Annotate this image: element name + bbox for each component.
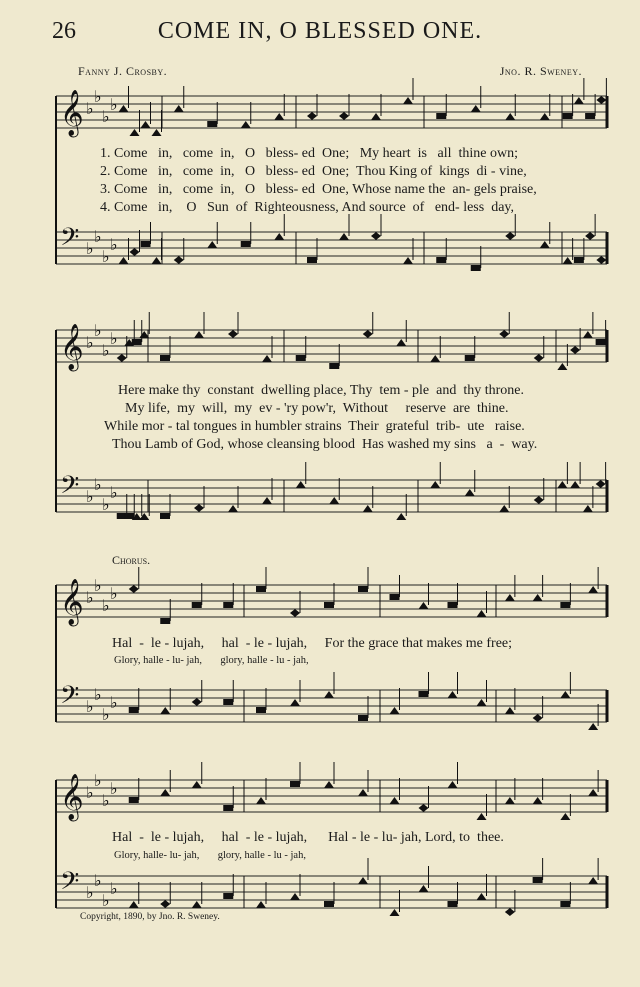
note-head: [596, 96, 606, 104]
flat-sign: ♭: [102, 109, 110, 126]
note-head: [436, 113, 446, 119]
treble-clef: 𝄞: [60, 90, 84, 136]
flat-sign: ♭: [94, 323, 102, 340]
flat-sign: ♭: [110, 237, 118, 254]
flat-sign: ♭: [110, 881, 118, 898]
note-head: [583, 331, 593, 338]
note-head: [192, 698, 202, 706]
flat-sign: ♭: [110, 331, 118, 348]
note-head: [160, 900, 170, 908]
note-head: [396, 339, 406, 346]
note-head: [499, 505, 509, 512]
note-head: [174, 105, 184, 112]
note-head: [119, 105, 129, 112]
note-head: [574, 97, 584, 104]
note-head: [256, 797, 266, 804]
note-head: [358, 789, 368, 796]
note-head: [477, 813, 487, 820]
note-head: [324, 781, 334, 788]
note-head: [390, 594, 400, 600]
note-head: [358, 877, 368, 884]
verse-3-line-a: 3. Come in, come in, O bless- ed One, Whose name the an- gels praise,: [100, 182, 537, 197]
note-head: [533, 877, 543, 883]
flat-sign: ♭: [94, 229, 102, 246]
note-head: [329, 497, 339, 504]
flat-sign: ♭: [102, 249, 110, 266]
flat-sign: ♭: [94, 687, 102, 704]
note-head: [499, 330, 509, 338]
bass-clef: 𝄢: [60, 867, 80, 902]
note-head: [256, 901, 266, 908]
note-head: [448, 781, 458, 788]
flat-sign: ♭: [86, 885, 94, 902]
note-head: [241, 121, 251, 128]
note-head: [139, 513, 149, 520]
note-head: [129, 797, 139, 803]
verse-4-line-b: Thou Lamb of God, whose cleansing blood Has washed my sins a - way.: [112, 437, 538, 452]
note-head: [207, 121, 217, 127]
note-head: [160, 789, 170, 796]
note-head: [290, 893, 300, 900]
note-head: [290, 781, 300, 787]
note-head: [534, 354, 544, 362]
copyright-notice: Copyright, 1890, by Jno. R. Sweney.: [80, 912, 220, 922]
note-head: [477, 699, 487, 706]
note-head: [505, 797, 515, 804]
note-head: [324, 901, 334, 907]
flat-sign: ♭: [94, 773, 102, 790]
note-head: [228, 505, 238, 512]
verse-2-line-b: My life, my will, my ev - 'ry pow'r, Without reserve are thine.: [118, 401, 509, 416]
note-head: [585, 232, 595, 240]
note-head: [223, 602, 233, 608]
note-head: [141, 241, 151, 247]
note-head: [588, 586, 598, 593]
note-head: [324, 691, 334, 698]
flat-sign: ♭: [86, 335, 94, 352]
flat-sign: ♭: [102, 598, 110, 615]
note-head: [570, 346, 580, 354]
note-head: [290, 609, 300, 617]
note-head: [471, 265, 481, 271]
note-head: [124, 513, 134, 519]
flat-sign: ♭: [94, 873, 102, 890]
flat-sign: ♭: [110, 586, 118, 603]
note-head: [223, 805, 233, 811]
note-head: [436, 257, 446, 263]
flat-sign: ♭: [86, 241, 94, 258]
note-head: [419, 804, 429, 812]
note-head: [588, 789, 598, 796]
note-head: [448, 691, 458, 698]
note-head: [339, 112, 349, 120]
note-head: [207, 241, 217, 248]
flat-sign: ♭: [102, 343, 110, 360]
note-head: [119, 257, 129, 264]
note-head: [505, 232, 515, 240]
note-head: [560, 691, 570, 698]
note-head: [448, 901, 458, 907]
note-head: [430, 481, 440, 488]
note-head: [363, 330, 373, 338]
composer-credit: Jno. R. Sweney.: [499, 64, 582, 78]
bass-clef: 𝄢: [60, 681, 80, 716]
note-head: [505, 908, 515, 916]
hymn-title: COME IN, O BLESSED ONE.: [157, 18, 483, 44]
note-head: [262, 355, 272, 362]
note-head: [324, 602, 334, 608]
flat-sign: ♭: [102, 893, 110, 910]
flat-sign: ♭: [110, 695, 118, 712]
note-head: [274, 113, 284, 120]
note-head: [465, 489, 475, 496]
chorus-2-sub-lyric: Glory, halle- lu- jah, glory, halle - lu - jah,: [114, 850, 306, 861]
note-head: [390, 707, 400, 714]
note-head: [307, 257, 317, 263]
chorus-1-sub-lyric: Glory, halle - lu- jah, glory, halle - lu - jah,: [114, 655, 309, 666]
flat-sign: ♭: [86, 590, 94, 607]
note-head: [419, 602, 429, 609]
note-head: [557, 481, 567, 488]
note-head: [194, 331, 204, 338]
flat-sign: ♭: [94, 578, 102, 595]
note-head: [471, 105, 481, 112]
note-head: [160, 618, 170, 624]
note-head: [194, 504, 204, 512]
note-head: [448, 602, 458, 608]
flat-sign: ♭: [102, 707, 110, 724]
note-head: [274, 233, 284, 240]
note-head: [192, 901, 202, 908]
note-head: [129, 585, 139, 593]
verse-2-line-a: 2. Come in, come in, O bless- ed One; Thou King of kings di - vine,: [100, 164, 527, 179]
note-head: [596, 480, 606, 488]
note-head: [560, 901, 570, 907]
note-head: [419, 885, 429, 892]
flat-sign: ♭: [86, 101, 94, 118]
verse-1-line-b: Here make thy constant dwelling place, Thy tem - ple and thy throne.: [118, 383, 525, 398]
note-head: [160, 707, 170, 714]
poet-credit: Fanny J. Crosby.: [78, 64, 168, 78]
treble-clef: 𝄞: [60, 774, 84, 820]
note-head: [241, 241, 251, 247]
note-head: [477, 610, 487, 617]
verse-1-line-a: 1. Come in, come in, O bless- ed One; My heart is all thine own;: [100, 146, 518, 161]
treble-clef: 𝄞: [60, 579, 84, 625]
note-head: [117, 354, 127, 362]
note-head: [574, 257, 584, 263]
note-head: [596, 339, 606, 345]
note-head: [256, 707, 266, 713]
note-head: [560, 813, 570, 820]
note-head: [390, 909, 400, 916]
verse-4-line-a: 4. Come in, O Sun of Righteousness, And source of end- less day,: [100, 200, 514, 215]
note-head: [505, 707, 515, 714]
note-head: [403, 257, 413, 264]
note-head: [363, 505, 373, 512]
note-head: [339, 233, 349, 240]
bass-clef: 𝄢: [60, 471, 80, 506]
note-head: [533, 714, 543, 722]
note-head: [585, 113, 595, 119]
flat-sign: ♭: [86, 785, 94, 802]
note-head: [192, 602, 202, 608]
chorus-2-lyric: Hal - le - lujah, hal - le - lujah, Hal - le - lu- jah, Lord, to thee.: [112, 830, 504, 845]
note-head: [557, 363, 567, 370]
note-head: [505, 113, 515, 120]
note-head: [534, 496, 544, 504]
note-head: [390, 797, 400, 804]
flat-sign: ♭: [86, 489, 94, 506]
verse-3-line-b: While mor - tal tongues in humbler strains Their grateful trib- ute raise.: [104, 419, 525, 434]
flat-sign: ♭: [94, 89, 102, 106]
note-head: [256, 586, 266, 592]
note-head: [430, 355, 440, 362]
note-head: [130, 248, 140, 256]
bass-clef: 𝄢: [60, 223, 80, 258]
note-head: [570, 481, 580, 488]
note-head: [419, 691, 429, 697]
flat-sign: ♭: [94, 477, 102, 494]
note-head: [371, 232, 381, 240]
note-head: [533, 797, 543, 804]
flat-sign: ♭: [86, 699, 94, 716]
note-head: [533, 594, 543, 601]
note-head: [329, 363, 339, 369]
note-head: [477, 893, 487, 900]
note-head: [223, 893, 233, 899]
note-head: [152, 129, 162, 136]
note-head: [358, 586, 368, 592]
note-head: [296, 481, 306, 488]
note-head: [396, 513, 406, 520]
flat-sign: ♭: [102, 497, 110, 514]
chorus-label: Chorus.: [112, 553, 151, 567]
note-head: [223, 699, 233, 705]
note-head: [152, 257, 162, 264]
note-head: [596, 256, 606, 264]
note-head: [403, 97, 413, 104]
note-head: [296, 355, 306, 361]
note-head: [160, 513, 170, 519]
treble-clef: 𝄞: [60, 324, 84, 370]
note-head: [130, 129, 140, 136]
note-head: [174, 256, 184, 264]
chorus-1-lyric: Hal - le - lujah, hal - le - lujah, For the grace that makes me free;: [112, 636, 513, 651]
note-head: [290, 699, 300, 706]
note-head: [358, 715, 368, 721]
flat-sign: ♭: [110, 97, 118, 114]
note-head: [129, 901, 139, 908]
note-head: [129, 707, 139, 713]
flat-sign: ♭: [110, 485, 118, 502]
flat-sign: ♭: [102, 793, 110, 810]
note-head: [560, 602, 570, 608]
flat-sign: ♭: [110, 781, 118, 798]
note-head: [563, 257, 573, 264]
note-head: [505, 594, 515, 601]
note-head: [540, 241, 550, 248]
note-head: [141, 121, 151, 128]
note-head: [192, 781, 202, 788]
note-head: [160, 355, 170, 361]
page-number: 26: [52, 18, 76, 44]
note-head: [228, 330, 238, 338]
note-head: [307, 112, 317, 120]
note-head: [540, 113, 550, 120]
note-head: [371, 113, 381, 120]
note-head: [588, 877, 598, 884]
note-head: [465, 355, 475, 361]
note-head: [132, 339, 142, 345]
note-head: [583, 505, 593, 512]
note-head: [588, 723, 598, 730]
note-head: [563, 113, 573, 119]
note-head: [262, 497, 272, 504]
